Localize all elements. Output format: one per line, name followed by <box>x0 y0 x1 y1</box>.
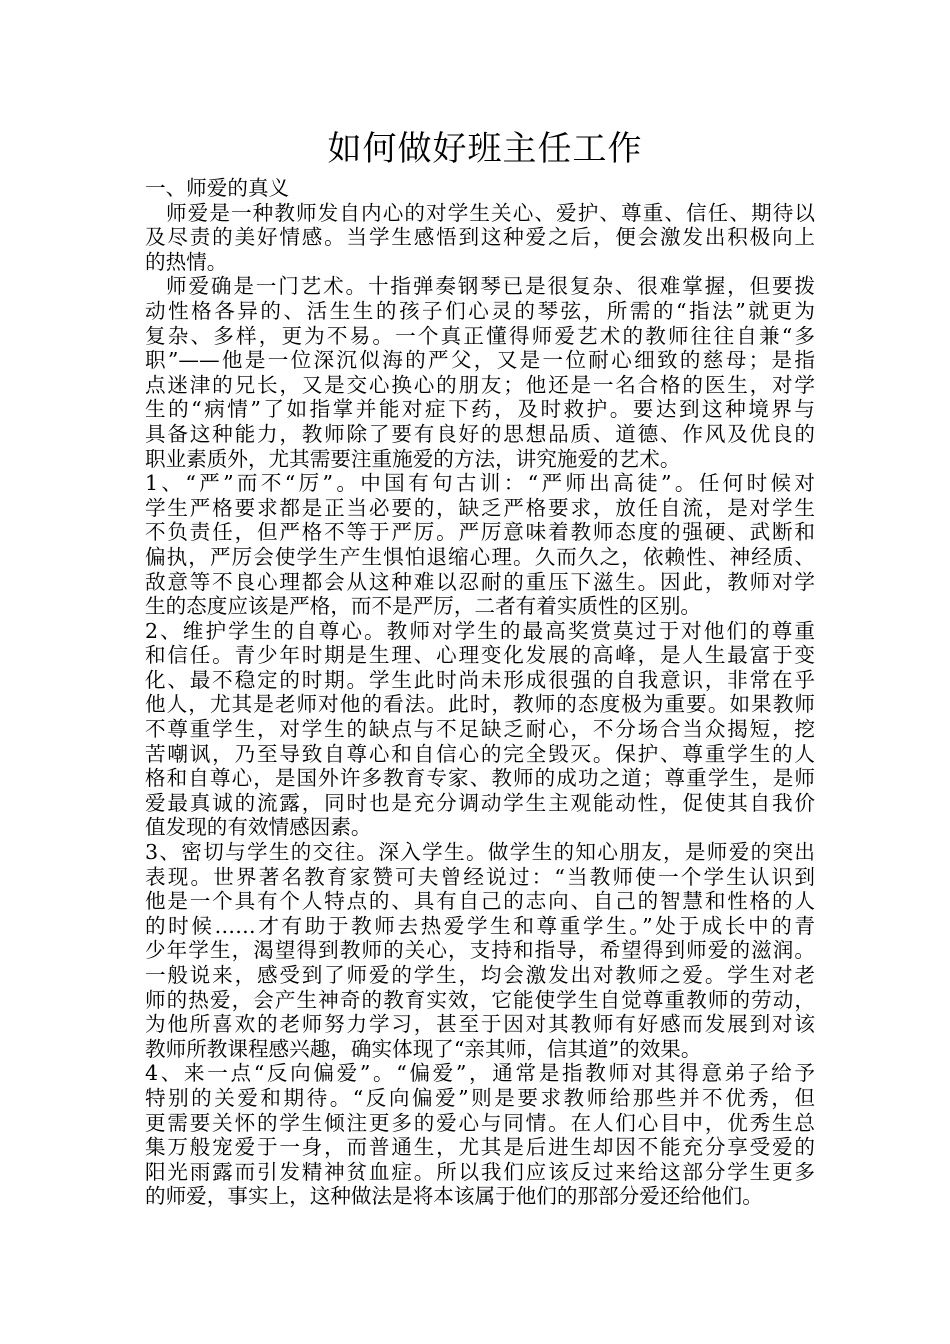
text-line: 不尊重学生，对学生的缺点与不足缺乏耐心，不分场合当众揭短，挖 <box>145 717 815 742</box>
text-line: 师的热爱，会产生神奇的教育实效，它能使学生自觉尊重教师的劳动， <box>145 987 815 1012</box>
text-line: 阳光雨露而引发精神贫血症。所以我们应该反过来给这部分学生更多 <box>145 1159 815 1184</box>
text-line: 点迷津的兄长，又是交心换心的朋友；他还是一名合格的医生，对学 <box>145 372 815 397</box>
text-line: 值发现的有效情感因素。 <box>145 815 372 840</box>
text-line: 动性格各异的、活生生的孩子们心灵的琴弦，所需的“指法”就更为 <box>145 298 815 323</box>
text-line: 2、维护学生的自尊心。教师对学生的最高奖赏莫过于对他们的尊重 <box>145 618 815 643</box>
document-body <box>145 176 815 1209</box>
text-line: 学生严格要求都是正当必要的，缺乏严格要求，放任自流，是对学生 <box>145 495 815 520</box>
text-line: 不负责任，但严格不等于严厉。严厉意味着教师态度的强硬、武断和 <box>145 520 815 545</box>
text-line: 生的态度应该是严格，而不是严厉，二者有着实质性的区别。 <box>145 594 702 619</box>
text-line: 师爱确是一门艺术。十指弹奏钢琴已是很复杂、很难掌握，但要拨 <box>166 274 815 299</box>
document-title: 如何做好班主任工作 <box>327 129 643 169</box>
text-line: 的师爱，事实上，这种做法是将本该属于他们的那部分爱还给他们。 <box>145 1184 763 1209</box>
text-line: 格和自尊心，是国外许多教育专家、教师的成功之道；尊重学生，是师 <box>145 766 815 791</box>
text-line: 为他所喜欢的老师努力学习，甚至于因对其教师有好感而发展到对该 <box>145 1012 815 1037</box>
text-line: 集万般宠爱于一身，而普通生，尤其是后进生却因不能充分享受爱的 <box>145 1135 815 1160</box>
text-line: 化、最不稳定的时期。学生此时尚未形成很强的自我意识，非常在乎 <box>145 667 815 692</box>
text-line: 4、来一点“反向偏爱”。“偏爱”，通常是指教师对其得意弟子给予 <box>145 1061 815 1086</box>
text-line: 他人，尤其是老师对他的看法。此时，教师的态度极为重要。如果教师 <box>145 692 815 717</box>
text-line: 苦嘲讽，乃至导致自尊心和自信心的完全毁灭。保护、尊重学生的人 <box>145 741 815 766</box>
text-line: 敌意等不良心理都会从这种难以忍耐的重压下滋生。因此，教师对学 <box>145 569 815 594</box>
text-line: 的时候……才有助于教师去热爱学生和尊重学生。”处于成长中的青 <box>145 913 815 938</box>
text-line: 3、密切与学生的交往。深入学生。做学生的知心朋友，是师爱的突出 <box>145 840 815 865</box>
text-line: 特别的关爱和期待。“反向偏爱”则是要求教师给那些并不优秀，但 <box>145 1085 815 1110</box>
text-line: 表现。世界著名教育家赞可夫曾经说过：“当教师使一个学生认识到 <box>145 864 815 889</box>
text-line: 偏执，严厉会使学生产生惧怕退缩心理。久而久之，依赖性、神经质、 <box>145 544 815 569</box>
text-line: 更需要关怀的学生倾注更多的爱心与同情。在人们心目中，优秀生总 <box>145 1110 815 1135</box>
text-line: 的热情。 <box>145 249 228 274</box>
text-line: 教师所教课程感兴趣，确实体现了“亲其师，信其道”的效果。 <box>145 1036 702 1061</box>
text-line: 生的“病情”了如指掌并能对症下药，及时救护。要达到这种境界与 <box>145 397 815 422</box>
text-line: 和信任。青少年时期是生理、心理变化发展的高峰，是人生最富于变 <box>145 643 815 668</box>
text-line: 他是一个具有个人特点的、具有自己的志向、自己的智慧和性格的人 <box>145 889 815 914</box>
text-line: 1、“严”而不“厉”。中国有句古训：“严师出高徒”。任何时候对 <box>145 471 815 496</box>
text-line: 少年学生，渴望得到教师的关心，支持和指导，希望得到师爱的滋润。 <box>145 938 815 963</box>
text-line: 及尽责的美好情感。当学生感悟到这种爱之后，便会激发出积极向上 <box>145 225 815 250</box>
text-line: 职业素质外，尤其需要注重施爱的方法，讲究施爱的艺术。 <box>145 446 681 471</box>
text-line: 师爱是一种教师发自内心的对学生关心、爱护、尊重、信任、期待以 <box>166 200 815 225</box>
text-line: 复杂、多样，更为不易。一个真正懂得师爱艺术的教师往往自兼“多 <box>145 323 815 348</box>
text-line: 具备这种能力，教师除了要有良好的思想品质、道德、作风及优良的 <box>145 421 815 446</box>
document-page <box>145 128 815 1209</box>
text-line: 职”——他是一位深沉似海的严父，又是一位耐心细致的慈母；是指 <box>145 348 815 373</box>
text-line: 一般说来，感受到了师爱的学生，均会激发出对教师之爱。学生对老 <box>145 963 815 987</box>
text-line: 爱最真诚的流露，同时也是充分调动学生主观能动性，促使其自我价 <box>145 790 815 815</box>
text-line: 一、师爱的真义 <box>145 176 290 200</box>
